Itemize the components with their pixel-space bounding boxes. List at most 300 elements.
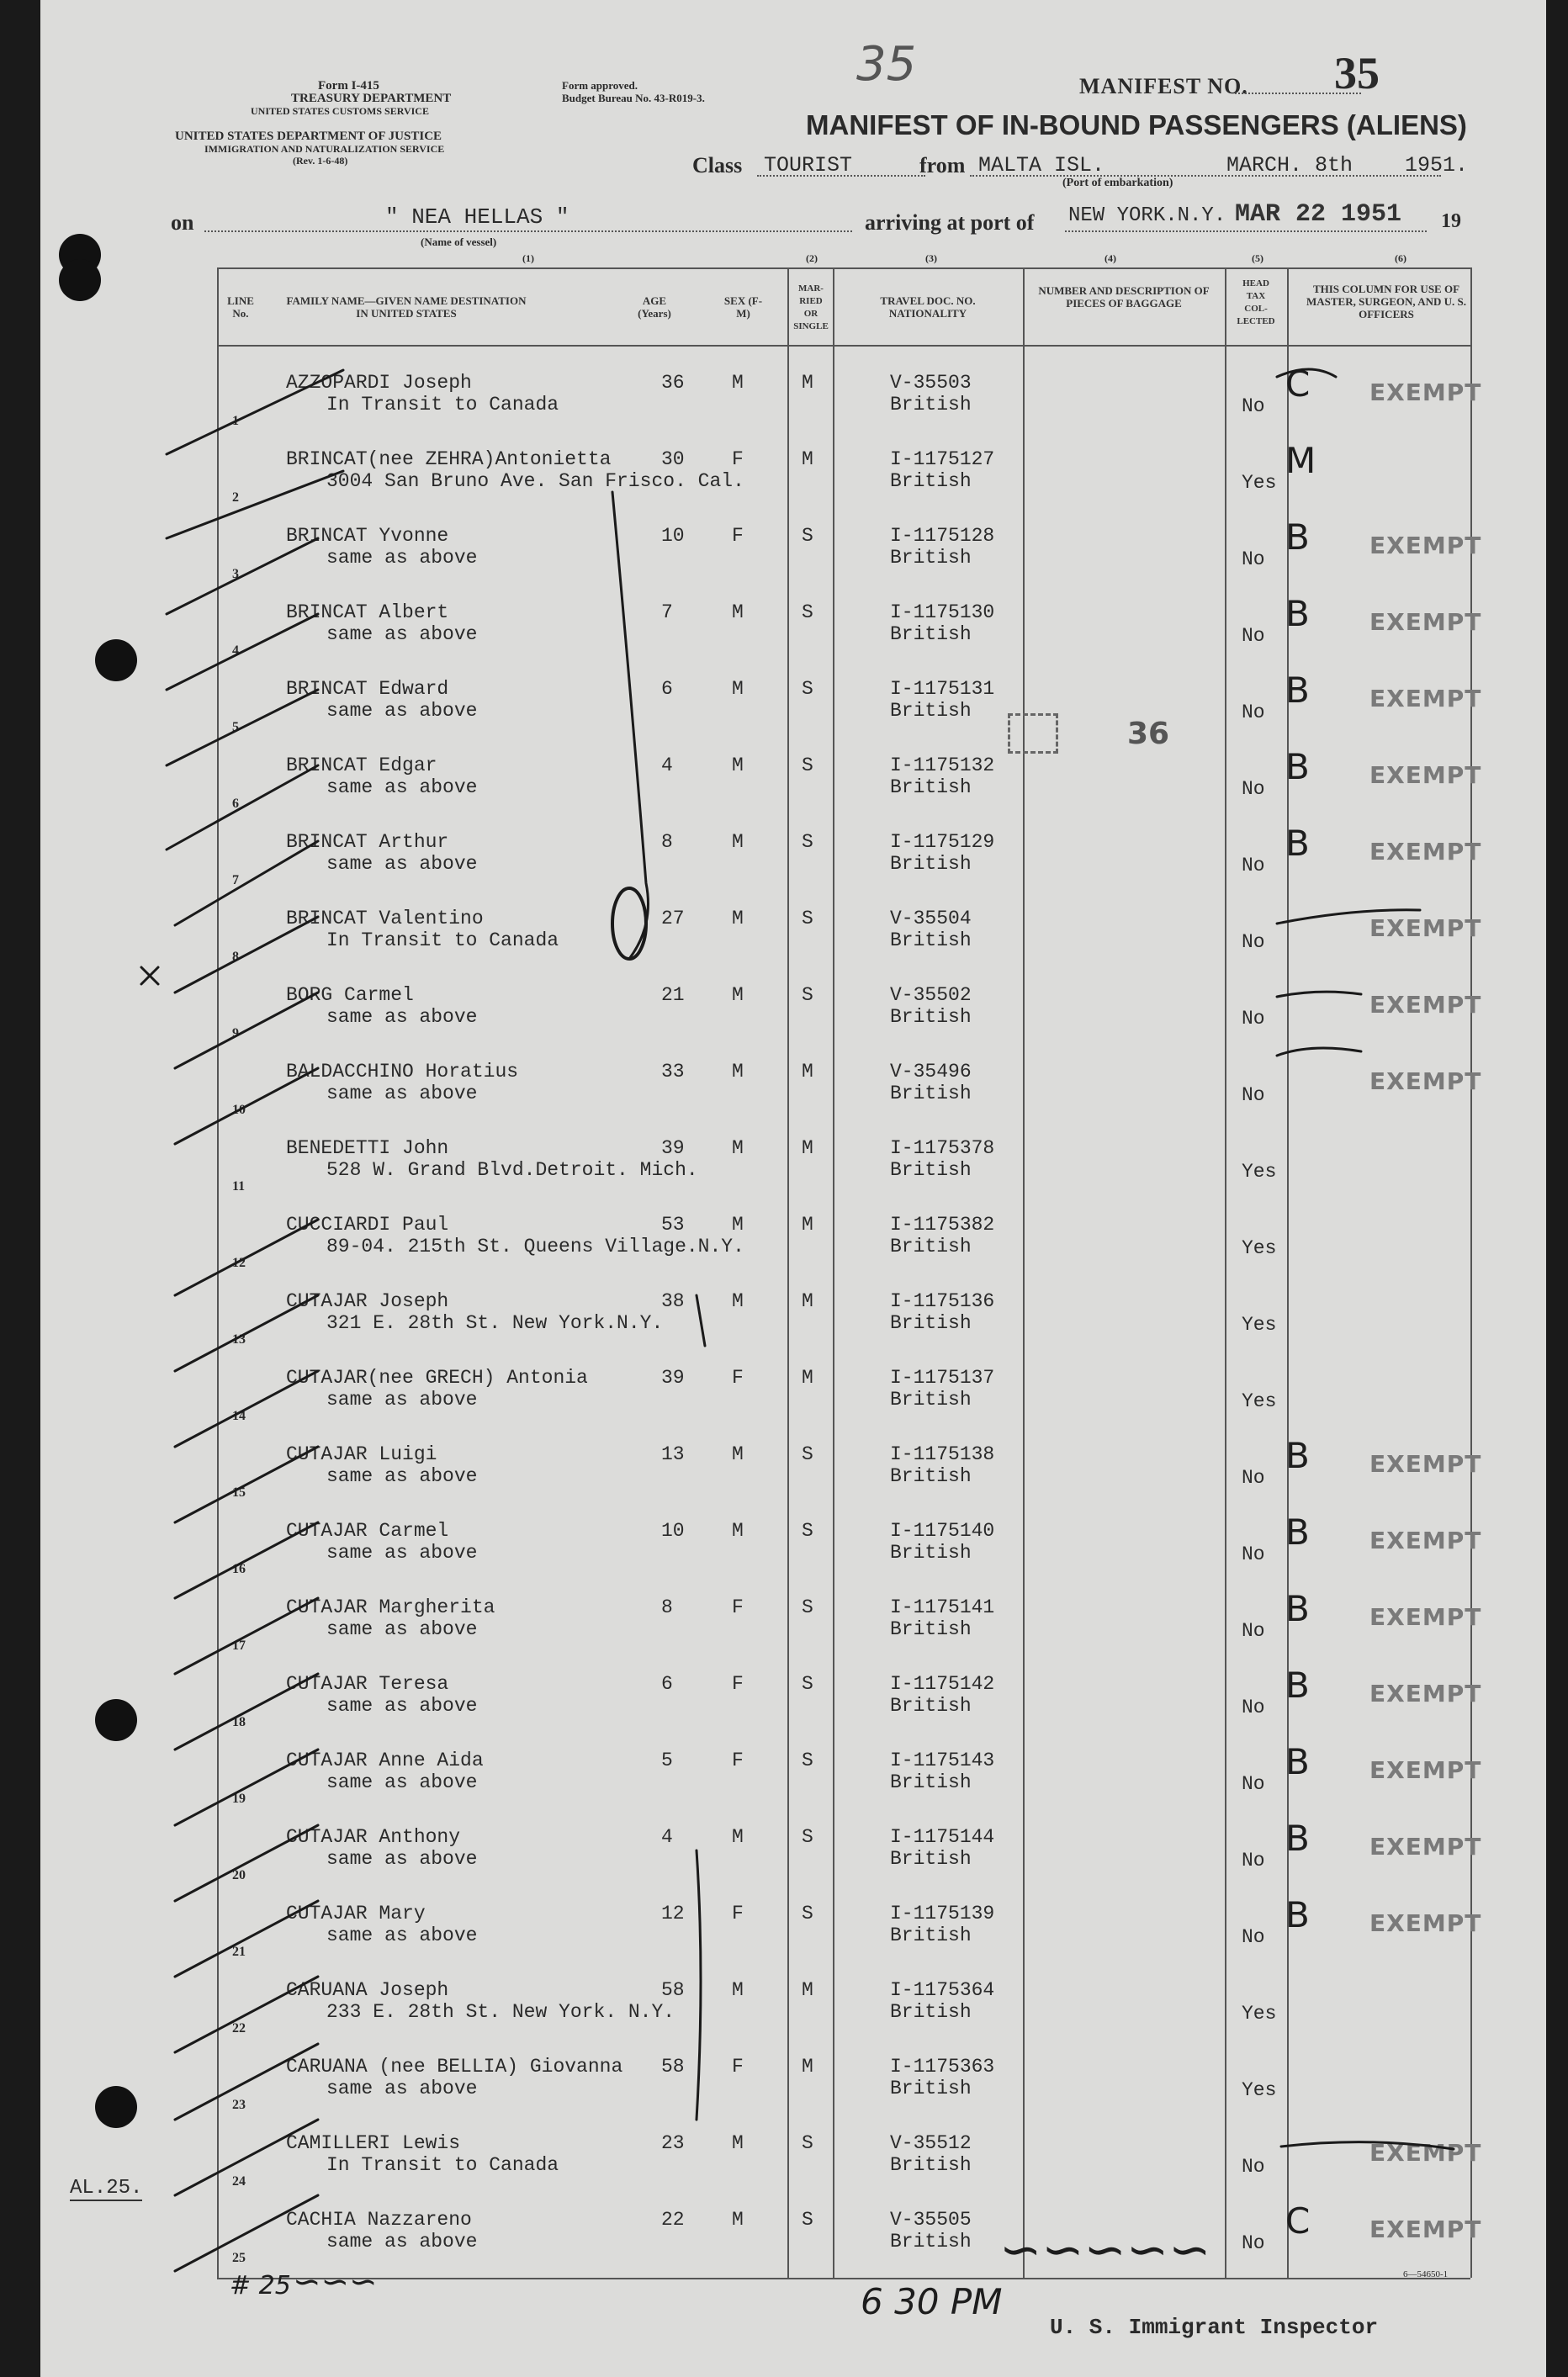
officer-mark: B [1285,670,1310,711]
marital-status: S [802,1673,813,1695]
passenger-age: 6 [661,678,673,700]
line-number: 15 [232,1485,246,1500]
nationality: British [890,1006,972,1028]
passenger-age: 8 [661,831,673,853]
marital-status: S [802,1903,813,1924]
passenger-name: BALDACCHINO Horatius [286,1061,519,1083]
nationality: British [890,1695,972,1717]
passenger-destination: 89-04. 215th St. Queens Village.N.Y. [326,1236,744,1257]
passenger-age: 4 [661,754,673,776]
from-port: MALTA ISL. [978,153,1105,177]
passenger-age: 39 [661,1367,685,1389]
head-tax: No [1242,2232,1265,2254]
head-tax: No [1242,701,1265,723]
year-suffix: 19 [1441,210,1461,232]
head-tax: No [1242,1697,1265,1718]
col-header-travel: TRAVEL DOC. NO. NATIONALITY [880,294,976,320]
passenger-sex: M [732,1214,744,1236]
passenger-name: BRINCAT Albert [286,601,449,623]
passenger-sex: M [732,754,744,776]
manifest-no-label: MANIFEST NO. [1079,74,1248,98]
passenger-age: 53 [661,1214,685,1236]
officer-mark: B [1285,1511,1310,1553]
travel-document: I-1175130 [890,601,995,623]
exempt-stamp: EXEMPT [1369,1527,1482,1554]
marital-status: S [802,1520,813,1542]
passenger-sex: M [732,908,744,929]
travel-document: I-1175142 [890,1673,995,1695]
inspector-label: U. S. Immigrant Inspector [1050,2315,1379,2340]
exempt-stamp: EXEMPT [1369,379,1482,406]
travel-document: V-35505 [890,2209,972,2231]
officer-mark: B [1285,593,1310,634]
manifest-number: 35 [1334,48,1380,98]
passenger-destination: 3004 San Bruno Ave. San Frisco. Cal. [326,470,744,492]
line-number: 17 [232,1638,246,1653]
line-number: 21 [232,1945,246,1959]
marital-status: M [802,1137,813,1159]
passenger-name: CARUANA (nee BELLIA) Giovanna [286,2056,623,2078]
passenger-sex: F [732,1903,744,1924]
nationality: British [890,1236,972,1257]
arriving-label: arriving at port of [865,210,1035,235]
travel-document: I-1175132 [890,754,995,776]
col-header-name: FAMILY NAME—GIVEN NAME DESTINATION IN UNITED STATES [286,294,527,320]
marital-status: S [802,831,813,853]
handwriting-overlay [40,0,1546,2377]
departure-date: MARCH. 8th [1226,153,1353,177]
nationality: British [890,2001,972,2023]
officer-mark: B [1285,1665,1310,1706]
nationality: British [890,623,972,645]
arrival-date: MAR 22 1951 [1235,200,1402,229]
marital-status: M [802,1367,813,1389]
passenger-name: BORG Carmel [286,984,414,1006]
passenger-age: 21 [661,984,685,1006]
nationality: British [890,700,972,722]
nationality: British [890,1848,972,1870]
passenger-name: CARUANA Joseph [286,1979,449,2001]
passenger-name: CAMILLERI Lewis [286,2132,461,2154]
nationality: British [890,776,972,798]
passenger-name: BRINCAT Valentino [286,908,484,929]
passenger-destination: In Transit to Canada [326,2154,559,2176]
exempt-stamp: EXEMPT [1369,1603,1482,1631]
column-number: (1) [522,252,534,264]
marital-status: S [802,1596,813,1618]
passenger-age: 6 [661,1673,673,1695]
nationality: British [890,1389,972,1411]
passenger-name: BRINCAT(nee ZEHRA)Antonietta [286,448,612,470]
passenger-sex: F [732,2056,744,2078]
passenger-destination: same as above [326,1465,478,1487]
line-number: 20 [232,1868,246,1882]
line-number: 19 [232,1792,246,1806]
line-number: 18 [232,1715,246,1729]
exempt-stamp: EXEMPT [1369,2139,1482,2167]
passenger-age: 12 [661,1903,685,1924]
passenger-sex: M [732,1979,744,2001]
marital-status: M [802,1290,813,1312]
marital-status: S [802,1443,813,1465]
passenger-age: 30 [661,448,685,470]
passenger-age: 4 [661,1826,673,1848]
passenger-destination: same as above [326,1924,478,1946]
passenger-destination: same as above [326,2078,478,2099]
passenger-name: BRINCAT Yvonne [286,525,449,547]
head-tax: Yes [1242,2003,1277,2025]
exempt-stamp: EXEMPT [1369,685,1482,712]
nationality: British [890,547,972,569]
passenger-age: 38 [661,1290,685,1312]
passenger-name: CUTAJAR Mary [286,1903,426,1924]
passenger-name: CUTAJAR Teresa [286,1673,449,1695]
exempt-stamp: EXEMPT [1369,1833,1482,1861]
marital-status: M [802,1979,813,2001]
customs-service: UNITED STATES CUSTOMS SERVICE [251,105,429,117]
passenger-sex: M [732,1520,744,1542]
exempt-stamp: EXEMPT [1369,608,1482,636]
line-number: 2 [232,490,239,505]
officer-mark: B [1285,1588,1310,1629]
form-number: Form I-415 [318,79,379,93]
passenger-sex: F [732,1596,744,1618]
baggage-note: 36 [1127,717,1170,751]
passenger-age: 10 [661,525,685,547]
ins-service: IMMIGRATION AND NATURALIZATION SERVICE [204,143,445,155]
officer-mark: C [1285,363,1311,405]
travel-document: I-1175128 [890,525,995,547]
marital-status: S [802,601,813,623]
head-tax: Yes [1242,1161,1277,1183]
head-tax: Yes [1242,1237,1277,1259]
travel-document: V-35512 [890,2132,972,2154]
manifest-title: MANIFEST OF IN-BOUND PASSENGERS (ALIENS) [806,109,1467,140]
passenger-sex: F [732,1750,744,1771]
passenger-name: CUTAJAR Anne Aida [286,1750,484,1771]
exempt-stamp: EXEMPT [1369,838,1482,866]
nationality: British [890,2231,972,2253]
passenger-name: CUTAJAR Anthony [286,1826,461,1848]
travel-document: V-35496 [890,1061,972,1083]
line-number: 22 [232,2021,246,2036]
passenger-destination: same as above [326,1848,478,1870]
passenger-sex: F [732,1367,744,1389]
passenger-sex: M [732,678,744,700]
exempt-stamp: EXEMPT [1369,1909,1482,1937]
passenger-sex: F [732,448,744,470]
col-header-sex: SEX (F-M) [723,294,763,320]
head-tax: No [1242,778,1265,800]
nationality: British [890,929,972,951]
line-number: 9 [232,1026,239,1040]
nationality: British [890,853,972,875]
officer-mark: B [1285,823,1310,864]
marital-status: S [802,2209,813,2231]
nationality: British [890,1312,972,1334]
marital-status: S [802,908,813,929]
travel-document: I-1175140 [890,1520,995,1542]
line-number: 5 [232,720,239,734]
passenger-age: 33 [661,1061,685,1083]
column-number: (5) [1252,252,1263,264]
officer-mark: M [1285,440,1316,481]
exempt-stamp: EXEMPT [1369,1680,1482,1707]
passenger-age: 5 [661,1750,673,1771]
marital-status: S [802,754,813,776]
passenger-age: 27 [661,908,685,929]
form-approved: Form approved. [562,79,638,92]
passenger-age: 7 [661,601,673,623]
marital-status: M [802,2056,813,2078]
travel-document: I-1175136 [890,1290,995,1312]
marital-status: M [802,448,813,470]
passenger-age: 58 [661,1979,685,2001]
line-number: 16 [232,1562,246,1576]
exempt-stamp: EXEMPT [1369,2216,1482,2243]
line-number: 25 [232,2251,246,2265]
travel-document: I-1175127 [890,448,995,470]
head-tax: No [1242,1926,1265,1948]
exempt-stamp: EXEMPT [1369,532,1482,559]
head-tax: No [1242,1850,1265,1871]
exempt-stamp: EXEMPT [1369,1067,1482,1095]
col-header-age: AGE (Years) [638,294,671,320]
travel-document: I-1175382 [890,1214,995,1236]
passenger-age: 22 [661,2209,685,2231]
passenger-name: CUCCIARDI Paul [286,1214,449,1236]
vessel-label: (Name of vessel) [421,236,497,248]
nationality: British [890,2154,972,2176]
marital-status: M [802,1214,813,1236]
budget-bureau: Budget Bureau No. 43-R019-3. [562,92,705,104]
nationality: British [890,1083,972,1104]
nationality: British [890,470,972,492]
passenger-sex: F [732,525,744,547]
arrival-port: NEW YORK.N.Y. [1068,204,1226,227]
passenger-sex: F [732,1673,744,1695]
passenger-age: 39 [661,1137,685,1159]
nationality: British [890,1542,972,1564]
column-number: (4) [1104,252,1116,264]
col-header-headtax: HEAD TAX COL- LECTED [1237,278,1275,326]
travel-document: V-35502 [890,984,972,1006]
line-number: 10 [232,1103,246,1117]
inspector-signature: ∽∽∽∽∽ [999,2221,1211,2279]
exempt-stamp: EXEMPT [1369,1450,1482,1478]
line-number: 3 [232,567,239,581]
passenger-sex: M [732,1137,744,1159]
passenger-destination: same as above [326,1542,478,1564]
nationality: British [890,2078,972,2099]
passenger-name: CUTAJAR Margherita [286,1596,495,1618]
travel-document: I-1175144 [890,1826,995,1848]
passenger-destination: same as above [326,1618,478,1640]
on-label: on [171,210,194,235]
class-value: TOURIST [764,153,853,177]
departure-year: 1951. [1405,153,1469,177]
passenger-sex: M [732,1443,744,1465]
marital-status: S [802,1750,813,1771]
head-tax: No [1242,395,1265,417]
travel-document: I-1175131 [890,678,995,700]
line-number: 14 [232,1409,246,1423]
passenger-destination: same as above [326,1771,478,1793]
travel-document: I-1175141 [890,1596,995,1618]
head-tax: No [1242,2156,1265,2178]
line-number: 12 [232,1256,246,1270]
passenger-sex: M [732,984,744,1006]
line-number: 4 [232,643,239,658]
travel-document: I-1175363 [890,2056,995,2078]
passenger-name: CACHIA Nazzareno [286,2209,472,2231]
officer-mark: B [1285,746,1310,787]
passenger-destination: 321 E. 28th St. New York.N.Y. [326,1312,664,1334]
line-number: 1 [232,414,239,428]
marital-status: S [802,2132,813,2154]
passenger-destination: same as above [326,700,478,722]
exempt-stamp: EXEMPT [1369,761,1482,789]
head-tax: No [1242,548,1265,570]
nationality: British [890,1465,972,1487]
line-number: 13 [232,1332,246,1347]
head-tax: No [1242,1008,1265,1030]
passenger-age: 23 [661,2132,685,2154]
officer-mark: B [1285,1741,1310,1782]
column-number: (3) [925,252,937,264]
passenger-destination: same as above [326,1083,478,1104]
marital-status: S [802,678,813,700]
travel-document: I-1175137 [890,1367,995,1389]
passenger-name: BENEDETTI John [286,1137,449,1159]
head-tax: No [1242,931,1265,953]
passenger-name: CUTAJAR Carmel [286,1520,449,1542]
line-number: 11 [232,1179,246,1194]
passenger-destination: 528 W. Grand Blvd.Detroit. Mich. [326,1159,698,1181]
nationality: British [890,1618,972,1640]
nationality: British [890,1771,972,1793]
nationality: British [890,1924,972,1946]
passenger-destination: same as above [326,547,478,569]
column-number: (2) [806,252,818,264]
passenger-name: BRINCAT Arthur [286,831,449,853]
passenger-name: BRINCAT Edward [286,678,449,700]
manifest-page [40,0,1546,2377]
arrival-time: 6 30 PM [861,2281,1003,2322]
line-number: 7 [232,873,239,887]
passenger-name: CUTAJAR Luigi [286,1443,437,1465]
passenger-age: 58 [661,2056,685,2078]
column-number: (6) [1395,252,1406,264]
marital-status: M [802,1061,813,1083]
passenger-name: CUTAJAR(nee GRECH) Antonia [286,1367,588,1389]
passenger-destination: same as above [326,853,478,875]
officer-mark: B [1285,1894,1310,1935]
passenger-destination: 233 E. 28th St. New York. N.Y. [326,2001,675,2023]
travel-document: I-1175139 [890,1903,995,1924]
marital-status: S [802,525,813,547]
officer-mark: C [1285,2200,1311,2242]
travel-document: I-1175129 [890,831,995,853]
embarkation-label: (Port of embarkation) [1062,177,1173,189]
line-number: 23 [232,2098,246,2112]
officer-mark: B [1285,1818,1310,1859]
officer-mark: B [1285,1435,1310,1476]
travel-document: V-35503 [890,372,972,394]
marital-status: M [802,372,813,394]
class-label: Class [692,153,743,177]
passenger-destination: same as above [326,1006,478,1028]
col-header-line: LINE No. [227,294,254,320]
travel-document: I-1175364 [890,1979,995,2001]
vessel-name: " NEA HELLAS " [385,204,569,230]
passenger-destination: In Transit to Canada [326,394,559,416]
nationality: British [890,1159,972,1181]
travel-document: I-1175143 [890,1750,995,1771]
head-tax: Yes [1242,472,1277,494]
passenger-sex: M [732,601,744,623]
passenger-name: AZZOPARDI Joseph [286,372,472,394]
passenger-destination: same as above [326,1389,478,1411]
head-tax: No [1242,625,1265,647]
passenger-destination: same as above [326,776,478,798]
passenger-destination: same as above [326,1695,478,1717]
passenger-name: BRINCAT Edgar [286,754,437,776]
head-tax: No [1242,1467,1265,1489]
footer-left-tag: AL.25. [70,2177,143,2200]
passenger-sex: M [732,1826,744,1848]
col-header-officers: THIS COLUMN FOR USE OF MASTER, SURGEON, AND U. S. OFFICERS [1306,283,1466,320]
passenger-sex: M [732,1061,744,1083]
head-tax: No [1242,1773,1265,1795]
head-tax: Yes [1242,1314,1277,1336]
revision: (Rev. 1-6-48) [293,155,348,167]
footer-signature-left: ∽∽∽ [293,2263,378,2301]
passenger-sex: M [732,2132,744,2154]
travel-document: I-1175378 [890,1137,995,1159]
exempt-stamp: EXEMPT [1369,991,1482,1019]
exempt-stamp: EXEMPT [1369,914,1482,942]
passenger-sex: M [732,1290,744,1312]
line-number: 24 [232,2174,246,2189]
handwritten-page-number: 35 [856,37,917,92]
marital-status: S [802,1826,813,1848]
head-tax: No [1242,1543,1265,1565]
passenger-sex: M [732,372,744,394]
head-tax: No [1242,855,1265,876]
line-number: 8 [232,950,239,964]
travel-document: V-35504 [890,908,972,929]
nationality: British [890,394,972,416]
passenger-age: 10 [661,1520,685,1542]
marital-status: S [802,984,813,1006]
passenger-age: 36 [661,372,685,394]
officer-mark: B [1285,516,1310,558]
passenger-name: CUTAJAR Joseph [286,1290,449,1312]
head-tax: No [1242,1084,1265,1106]
passenger-age: 8 [661,1596,673,1618]
treasury-dept: TREASURY DEPARTMENT [291,92,452,105]
passenger-destination: In Transit to Canada [326,929,559,951]
col-header-married: MAR- RIED OR SINGLE [793,283,829,331]
from-label: from [919,153,966,177]
head-tax: Yes [1242,1390,1277,1412]
exempt-stamp: EXEMPT [1369,1756,1482,1784]
passenger-destination: same as above [326,623,478,645]
travel-document: I-1175138 [890,1443,995,1465]
head-tax: Yes [1242,2079,1277,2101]
passenger-sex: M [732,2209,744,2231]
